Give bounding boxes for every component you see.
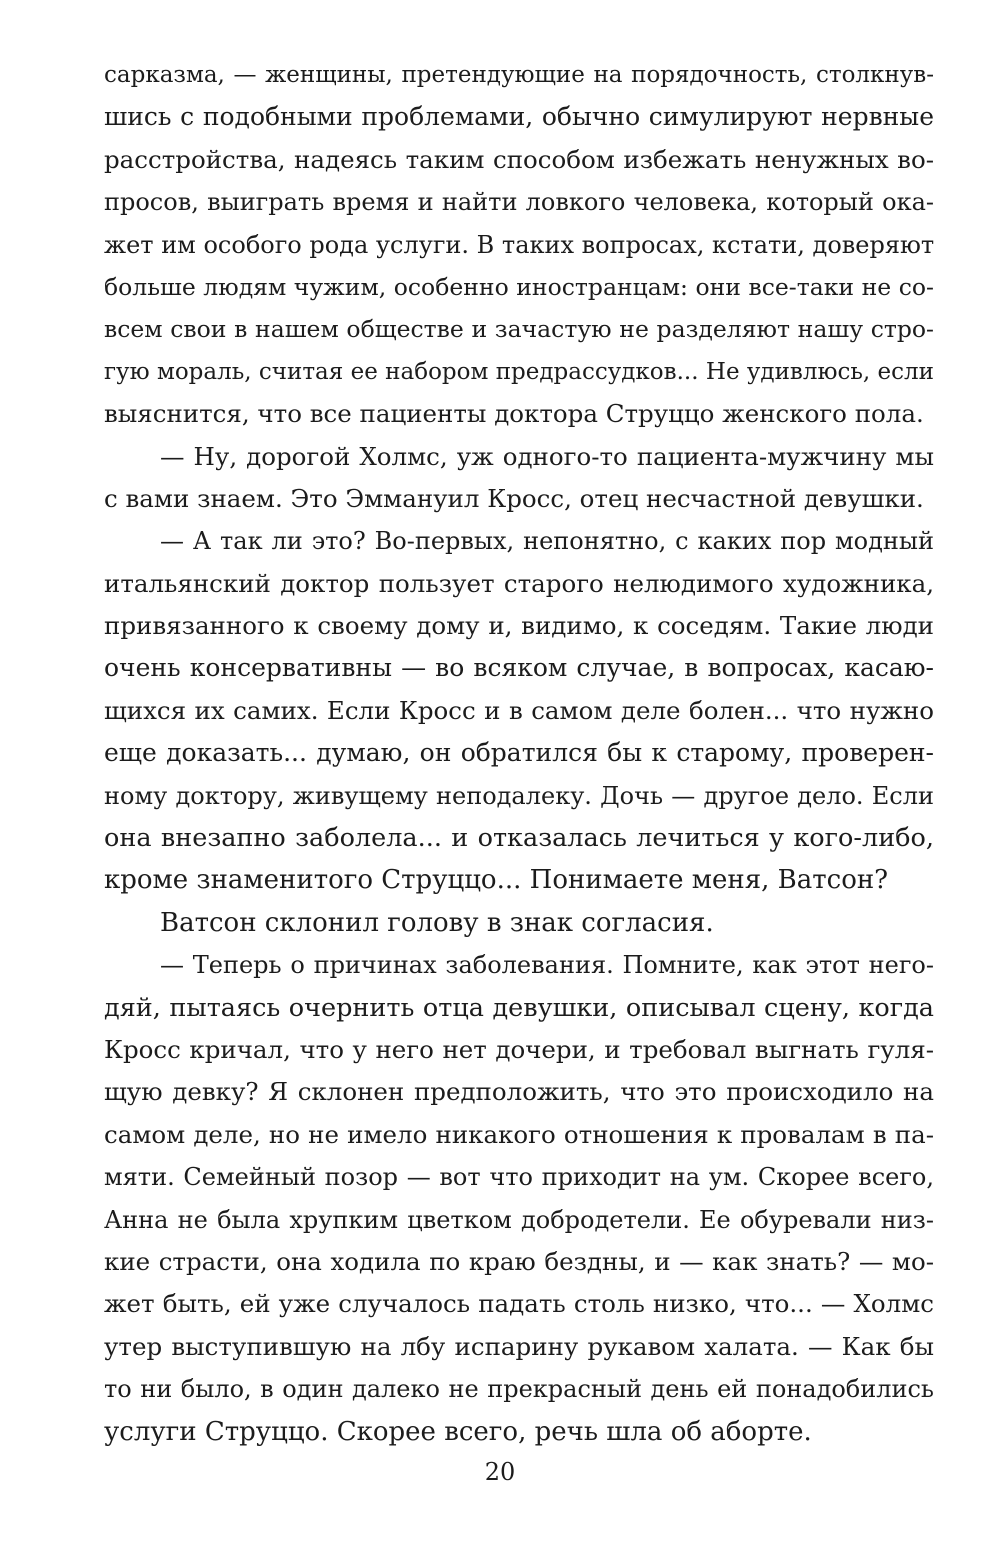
text-line: мяти. Семейный позор — вот что приходит на ум. Скорее всего, <box>104 1163 934 1192</box>
text-line: жет им особого рода услуги. В таких вопросах, кстати, доверяют <box>104 230 935 259</box>
text-line: выяснится, что все пациенты доктора Струццо женского пола. <box>104 399 924 429</box>
text-line: привязанного к своему дому и, видимо, к соседям. Такие люди <box>104 611 934 641</box>
text-line: щую девку? Я склонен предположить, что это происходило на <box>104 1077 934 1107</box>
text-line: всем свои в нашем обществе и зачастую не разделяют нашу стро- <box>104 315 934 344</box>
text-line: кроме знаменитого Струццо... Понимаете меня, Ватсон? <box>104 865 889 896</box>
text-line: самом деле, но не имело никакого отношения к провалам в па- <box>104 1119 934 1149</box>
text-line: сарказма, — женщины, претендующие на порядочность, столкнув- <box>104 62 934 88</box>
text-line: ному доктору, живущему неподалеку. Дочь — другое дело. Если <box>104 781 934 810</box>
body-text <box>104 54 934 1453</box>
text-line: кие страсти, она ходила по краю бездны, и — как знать? — мо- <box>104 1246 934 1276</box>
text-line: услуги Струццо. Скорее всего, речь шла об аборте. <box>104 1416 812 1447</box>
text-line: — Ну, дорогой Холмс, уж одного-то пациента-мужчину мы <box>160 441 934 471</box>
text-line: утер выступившую на лбу испарину рукавом халата. — Как бы <box>104 1331 934 1361</box>
text-line: больше людям чужим, особенно иностранцам: они все-таки не со- <box>104 272 934 301</box>
text-line: расстройства, надеясь таким способом избежать ненужных во- <box>104 144 934 174</box>
text-line: шись с подобными проблемами, обычно симулируют нервные <box>104 102 934 132</box>
text-line: щихся их самих. Если Кросс и в самом деле болен... что нужно <box>104 695 934 725</box>
text-line: она внезапно заболела... и отказалась лечиться у кого-либо, <box>104 823 934 854</box>
text-line: просов, выиграть время и найти ловкого человека, который ока- <box>104 188 934 217</box>
text-line: Ватсон склонил голову в знак согласия. <box>160 907 714 938</box>
page-number: 20 <box>484 1458 516 1486</box>
text-line: жет быть, ей уже случалось падать столь низко, что... — Холмс <box>104 1289 934 1319</box>
text-line: итальянский доктор пользует старого нелюдимого художника, <box>104 568 934 598</box>
text-line: гую мораль, считая ее набором предрассудков... Не удивлюсь, если <box>104 358 934 385</box>
text-line: еще доказать... думаю, он обратился бы к старому, проверен- <box>104 738 934 768</box>
text-line: то ни было, в один далеко не прекрасный день ей понадобились <box>104 1375 934 1404</box>
text-line: — Теперь о причинах заболевания. Помните, как этот него- <box>160 951 934 980</box>
text-line: Анна не была хрупким цветком добродетели. Ее обуревали низ- <box>104 1205 934 1234</box>
text-line: Кросс кричал, что у него нет дочери, и требовал выгнать гуля- <box>104 1034 934 1064</box>
text-line: с вами знаем. Это Эммануил Кросс, отец несчастной девушки. <box>104 483 924 513</box>
text-line: — А так ли это? Во-первых, непонятно, с каких пор модный <box>160 527 934 556</box>
text-line: очень консервативны — во всяком случае, в вопросах, касаю- <box>104 653 934 683</box>
text-line: дяй, пытаясь очернить отца девушки, описывал сцену, когда <box>104 992 934 1023</box>
